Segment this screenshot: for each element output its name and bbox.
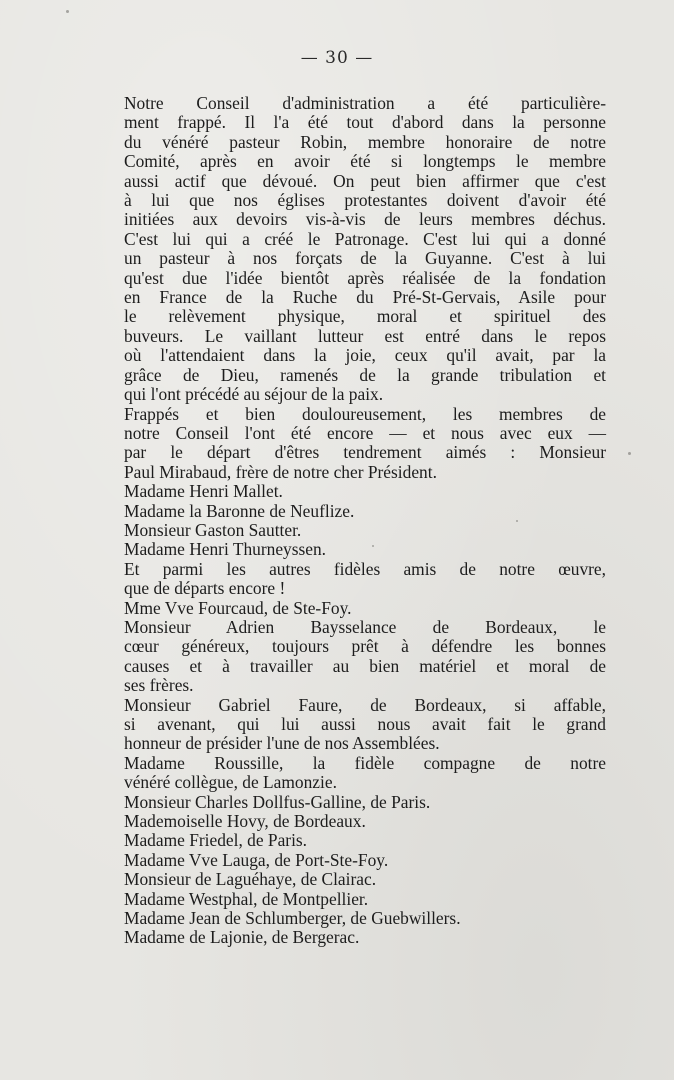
paragraph	[104, 831, 606, 850]
text-line: honneur de présider l'une de nos Assemblées.	[124, 733, 440, 754]
paragraph	[104, 560, 606, 599]
text-line: Monsieur Charles Dollfus-Galline, de Paris.	[124, 791, 431, 812]
text-line: grâce de Dieu, ramenés de la grande tribulation et	[124, 364, 606, 385]
scan-speck	[372, 545, 374, 547]
text-line: causes et à travailler au bien matériel et moral de	[124, 655, 606, 676]
page-number: — 30 —	[300, 48, 374, 68]
paragraph	[104, 754, 606, 793]
paragraph	[104, 812, 606, 831]
text-line: Monsieur Gaston Sautter.	[124, 519, 302, 540]
text-line: buveurs. Le vaillant lutteur est entré dans le repos	[124, 325, 606, 346]
scan-speck	[516, 520, 518, 522]
text-line: ment frappé. Il l'a été tout d'abord dans la personne	[124, 112, 606, 133]
text-line: Monsieur Adrien Baysselance de Bordeaux, le	[124, 616, 606, 637]
paragraph	[104, 909, 606, 928]
text-line: initiées aux devoirs vis-à-vis de leurs membres déchus.	[124, 209, 606, 230]
text-line: si avenant, qui lui aussi nous avait fait le grand	[124, 714, 606, 734]
text-line: notre Conseil l'ont été encore — et nous avec eux —	[124, 422, 606, 443]
text-line: Mme Vve Fourcaud, de Ste-Foy.	[124, 597, 352, 618]
paragraph	[104, 618, 606, 696]
text-line: le relèvement physique, moral et spirituel des	[124, 306, 606, 327]
scan-speck	[66, 10, 69, 13]
text-line: Madame Henri Thurneyssen.	[124, 539, 327, 560]
text-line: par le départ d'êtres tendrement aimés : Monsieur	[124, 442, 606, 463]
paragraph	[104, 696, 606, 754]
text-line: Comité, après en avoir été si longtemps le membre	[124, 151, 606, 172]
paragraph	[104, 851, 606, 870]
text-line: que de départs encore !	[124, 578, 286, 599]
text-line: C'est lui qui a créé le Patronage. C'est lui qui a donné	[124, 228, 606, 249]
text-line: Monsieur de Laguéhaye, de Clairac.	[124, 869, 377, 890]
text-line: qui l'ont précédé au séjour de la paix.	[124, 384, 384, 405]
paragraph	[104, 502, 606, 521]
text-line: en France de la Ruche du Pré-St-Gervais, Asile pour	[124, 287, 606, 308]
paragraph	[104, 870, 606, 889]
text-line: Madame Jean de Schlumberger, de Guebwillers.	[124, 908, 461, 929]
text-line: Madame Westphal, de Montpellier.	[124, 888, 369, 909]
text-line: Notre Conseil d'administration a été particulière-	[124, 93, 606, 113]
text-line: qu'est due l'idée bientôt après réalisée de la fondation	[124, 267, 606, 288]
text-line: un pasteur à nos forçats de la Guyanne. C'est à lui	[124, 248, 606, 269]
text-line: Et parmi les autres fidèles amis de notre œuvre,	[124, 558, 606, 579]
text-line: vénéré collègue, de Lamonzie.	[124, 772, 337, 793]
text-line: Madame Vve Lauga, de Port-Ste-Foy.	[124, 849, 389, 870]
text-line: Paul Mirabaud, frère de notre cher Président.	[124, 461, 437, 482]
paragraph	[104, 94, 606, 405]
paragraph	[104, 890, 606, 909]
text-line: Frappés et bien douloureusement, les membres de	[124, 403, 606, 424]
text-line: cœur généreux, toujours prêt à défendre les bonnes	[124, 636, 606, 657]
paragraph	[104, 521, 606, 540]
text-line: du vénéré pasteur Robin, membre honoraire de notre	[124, 131, 606, 152]
text-line: Monsieur Gabriel Faure, de Bordeaux, si affable,	[124, 694, 606, 715]
text-line: Mademoiselle Hovy, de Bordeaux.	[124, 811, 366, 832]
text-line: aussi actif que dévoué. On peut bien affirmer que c'est	[124, 170, 606, 191]
text-line: Madame Friedel, de Paris.	[124, 830, 308, 851]
text-line: Madame Roussille, la fidèle compagne de notre	[124, 752, 606, 773]
text-line: où l'attendaient dans la joie, ceux qu'il avait, par la	[124, 345, 606, 366]
text-line: Madame Henri Mallet.	[124, 481, 283, 502]
paragraph	[104, 599, 606, 618]
paragraph	[104, 793, 606, 812]
text-line: à lui que nos églises protestantes doivent d'avoir été	[124, 190, 606, 211]
body-text	[104, 94, 606, 948]
text-line: Madame de Lajonie, de Bergerac.	[124, 927, 360, 948]
paragraph	[104, 928, 606, 947]
paragraph	[104, 540, 606, 559]
text-line: Madame la Baronne de Neuflize.	[124, 500, 355, 521]
paragraph	[104, 405, 606, 483]
scan-speck	[628, 452, 631, 455]
text-line: ses frères.	[124, 675, 194, 696]
paragraph	[104, 482, 606, 501]
